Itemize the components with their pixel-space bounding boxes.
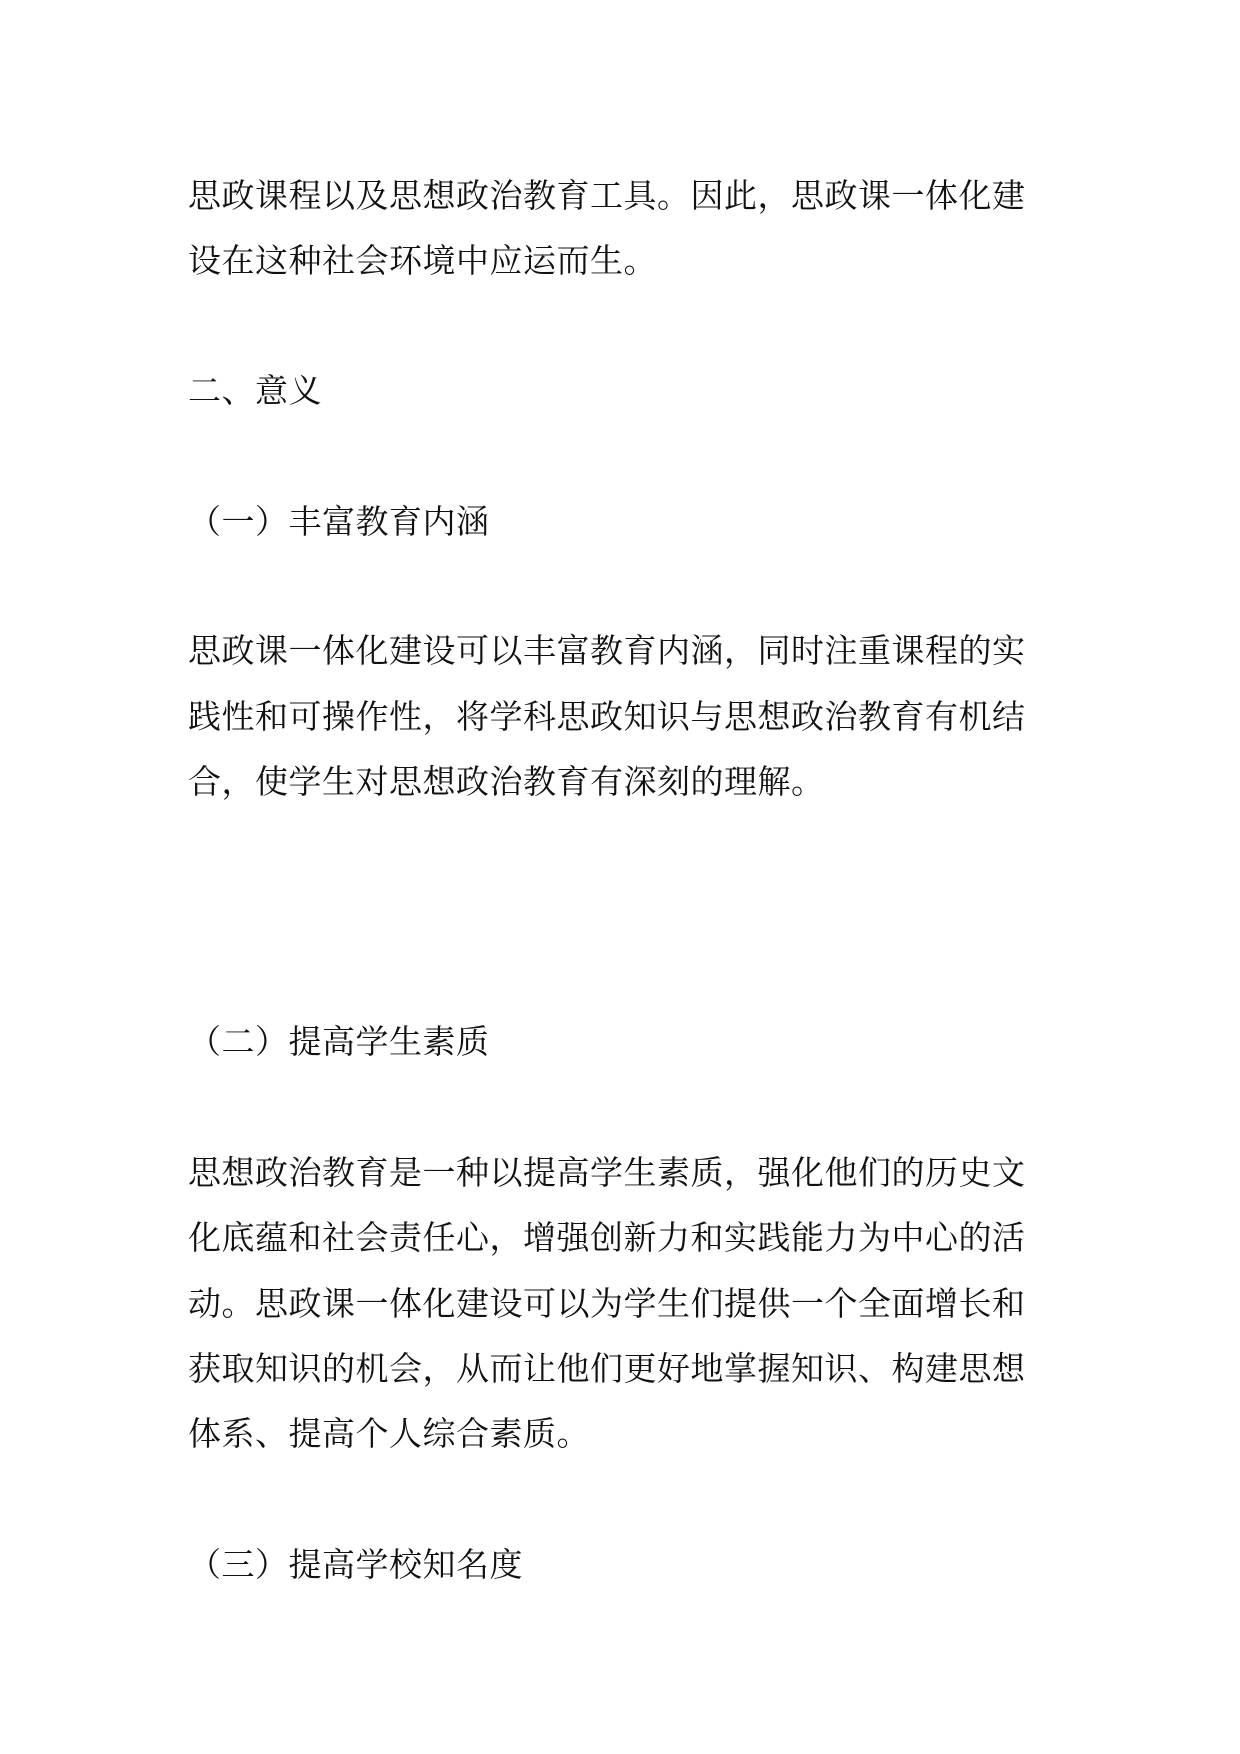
subsection-heading: （一）丰富教育内涵 [188,502,490,541]
paragraph-line: 动。思政课一体化建设可以为学生们提供一个全面增长和 [188,1284,1026,1323]
paragraph-line: 设在这种社会环境中应运而生。 [188,241,657,280]
paragraph-line: 体系、提高个人综合素质。 [188,1414,590,1453]
paragraph-line: 化底蕴和社会责任心，增强创新力和实践能力为中心的活 [188,1218,1026,1257]
paragraph-line: 获取知识的机会，从而让他们更好地掌握知识、构建思想 [188,1349,1026,1388]
paragraph-line: 思想政治教育是一种以提高学生素质，强化他们的历史文 [188,1153,1026,1192]
paragraph-line: 合，使学生对思想政治教育有深刻的理解。 [188,762,825,801]
section-heading: 二、意义 [188,371,322,410]
paragraph-line: 思政课程以及思想政治教育工具。因此，思政课一体化建 [188,176,1026,215]
paragraph-line: 践性和可操作性，将学科思政知识与思想政治教育有机结 [188,697,1026,736]
subsection-heading: （二）提高学生素质 [188,1022,490,1061]
paragraph-line: 思政课一体化建设可以丰富教育内涵，同时注重课程的实 [188,631,1026,670]
subsection-heading: （三）提高学校知名度 [188,1545,523,1584]
